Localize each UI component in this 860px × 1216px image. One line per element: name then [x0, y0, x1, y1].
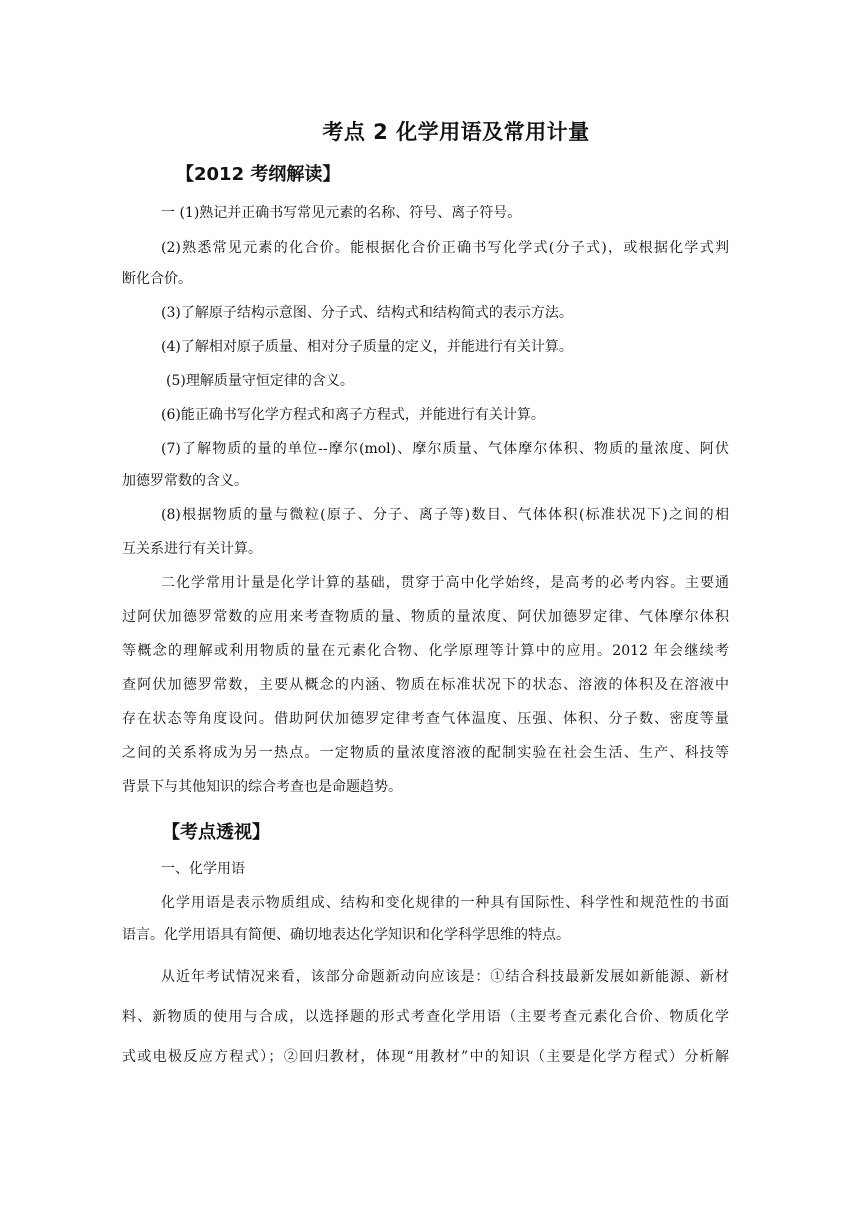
paragraph-line: 过阿伏加德罗常数的应用来考查物质的量、物质的量浓度、阿伏加德罗定律、气体摩尔体积	[122, 609, 729, 625]
paragraph-line: 断化合价。	[122, 271, 192, 287]
page-title: 考点 2 化学用语及常用计量	[322, 120, 590, 144]
paragraph-line: 化学用语是表示物质组成、结构和变化规律的一种具有国际性、科学性和规范性的书面	[161, 895, 729, 911]
paragraph-line: 一、化学用语	[161, 861, 245, 877]
paragraph-line: 等概念的理解或利用物质的量在元素化合物、化学原理等计算中的应用。2012 年会继续考	[122, 643, 729, 659]
section-heading-perspective: 【考点透视】	[162, 822, 270, 843]
paragraph-line: (4)了解相对原子质量、相对分子质量的定义，并能进行有关计算。	[161, 339, 573, 355]
paragraph-line: (3)了解原子结构示意图、分子式、结构式和结构简式的表示方法。	[161, 305, 573, 321]
paragraph-line: (2)熟悉常见元素的化合价。能根据化合价正确书写化学式(分子式)，或根据化学式判	[161, 240, 729, 256]
paragraph-line: 查阿伏加德罗常数，主要从概念的内涵、物质在标准状况下的状态、溶液的体积及在溶液中	[122, 677, 729, 693]
paragraph-line: 从近年考试情况来看，该部分命题新动向应该是：①结合科技最新发展如新能源、新材	[161, 969, 729, 985]
paragraph-line: 语言。化学用语具有简便、确切地表达化学知识和化学科学思维的特点。	[122, 927, 570, 943]
paragraph-line: 一 (1)熟记并正确书写常见元素的名称、符号、离子符号。	[161, 205, 522, 221]
paragraph-line: 背景下与其他知识的综合考查也是命题趋势。	[122, 779, 402, 795]
section-heading-syllabus: 【2012 考纲解读】	[176, 164, 341, 185]
paragraph-line: 互关系进行有关计算。	[122, 541, 262, 557]
paragraph-line: (7)了解物质的量的单位--摩尔(mol)、摩尔质量、气体摩尔体积、物质的量浓度、阿伏	[161, 441, 729, 457]
paragraph-line: 料、新物质的使用与合成，以选择题的形式考查化学用语（主要考查元素化合价、物质化学	[122, 1009, 729, 1025]
paragraph-line: (6)能正确书写化学方程式和离子方程式，并能进行有关计算。	[161, 407, 545, 423]
paragraph-line: (8)根据物质的量与微粒(原子、分子、离子等)数目、气体体积(标准状况下)之间的相	[161, 507, 729, 523]
paragraph-line: 加德罗常数的含义。	[122, 473, 248, 489]
paragraph-line: 存在状态等角度设问。借助阿伏加德罗定律考查气体温度、压强、体积、分子数、密度等量	[122, 711, 729, 727]
paragraph-line: (5)理解质量守恒定律的含义。	[166, 373, 354, 389]
paragraph-line: 式或电极反应方程式）；②回归教材，体现“用教材”中的知识（主要是化学方程式）分析解	[122, 1049, 729, 1065]
paragraph-line: 之间的关系将成为另一热点。一定物质的量浓度溶液的配制实验在社会生活、生产、科技等	[122, 745, 729, 761]
paragraph-line: 二化学常用计量是化学计算的基础，贯穿于高中化学始终，是高考的必考内容。主要通	[161, 575, 729, 591]
